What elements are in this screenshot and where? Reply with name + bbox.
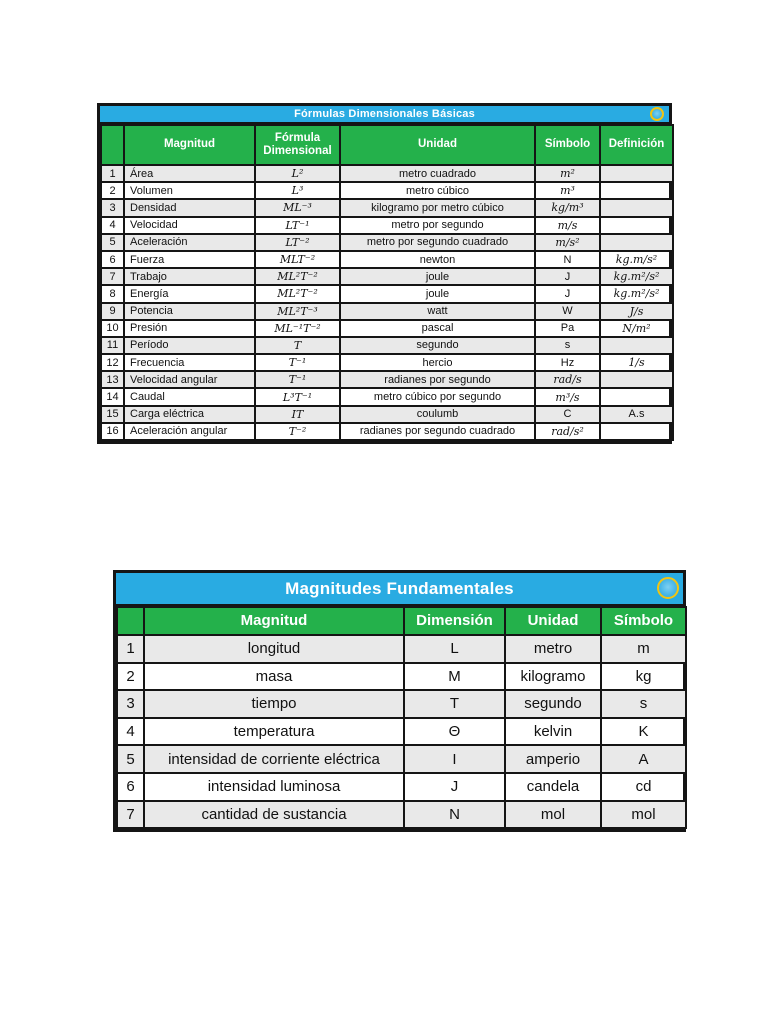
table-row [101,165,673,182]
cell: W [535,303,600,320]
cell: mol [505,801,601,829]
column-header-magnitud: Magnitud [124,125,255,165]
table-row [101,406,673,423]
table-row [117,745,686,773]
column-header-símbolo: Símbolo [601,607,686,635]
cell: 4 [101,217,124,234]
cell: intensidad luminosa [144,773,404,801]
cell: Caudal [124,388,255,405]
table-row [117,690,686,718]
cell: m/s [535,217,600,234]
circular-brand-logo-icon [657,577,679,599]
table-body [101,165,673,440]
cell: segundo [340,337,535,354]
formulas-dimensionales-table-card [97,103,672,444]
cell: 7 [101,268,124,285]
cell: 1 [101,165,124,182]
cell: mol [601,801,686,829]
cell: 6 [101,251,124,268]
cell: 10 [101,320,124,337]
cell: A.s [600,406,673,423]
cell: N [535,251,600,268]
cell: M [404,663,505,691]
cell: J [535,285,600,302]
cell: m² [535,165,600,182]
cell: LT⁻¹ [255,217,340,234]
cell: T⁻¹ [255,371,340,388]
cell: amperio [505,745,601,773]
cell: L³T⁻¹ [255,388,340,405]
table-title-bar [100,106,669,124]
cell: kg.m²/s² [600,285,673,302]
cell: kelvin [505,718,601,746]
cell: metro cuadrado [340,165,535,182]
cell: Aceleración angular [124,423,255,440]
table-row [117,773,686,801]
cell: Presión [124,320,255,337]
cell: joule [340,268,535,285]
cell: 9 [101,303,124,320]
table-row [101,251,673,268]
cell: newton [340,251,535,268]
table-row [117,718,686,746]
cell: Pa [535,320,600,337]
formulas-dimensionales-table [100,124,674,441]
cell: Fuerza [124,251,255,268]
cell: rad/s [535,371,600,388]
cell: 6 [117,773,144,801]
cell: 2 [101,182,124,199]
table-row [117,663,686,691]
magnitudes-fundamentales-table-card [113,570,686,832]
table-title-bar [116,573,683,606]
cell: segundo [505,690,601,718]
column-header-magnitud: Magnitud [144,607,404,635]
cell: rad/s² [535,423,600,440]
cell: m [601,635,686,663]
cell [600,165,673,182]
table-row [101,303,673,320]
cell: kg.m²/s² [600,268,673,285]
cell: LT⁻² [255,234,340,251]
cell: metro por segundo cuadrado [340,234,535,251]
cell: masa [144,663,404,691]
cell: Θ [404,718,505,746]
cell: m/s² [535,234,600,251]
cell: Potencia [124,303,255,320]
table-row [101,217,673,234]
cell: coulumb [340,406,535,423]
cell: kg [601,663,686,691]
cell: 8 [101,285,124,302]
table-row [101,268,673,285]
cell: N [404,801,505,829]
cell [600,199,673,216]
cell: J [404,773,505,801]
cell: metro cúbico por segundo [340,388,535,405]
cell: 14 [101,388,124,405]
cell: intensidad de corriente eléctrica [144,745,404,773]
cell: IT [255,406,340,423]
cell: cd [601,773,686,801]
table-row [117,801,686,829]
table-header [101,125,673,165]
cell: J [535,268,600,285]
cell: cantidad de sustancia [144,801,404,829]
cell: longitud [144,635,404,663]
table-row [101,337,673,354]
cell: 16 [101,423,124,440]
cell: T [255,337,340,354]
cell: metro [505,635,601,663]
cell: C [535,406,600,423]
cell: I [404,745,505,773]
cell: K [601,718,686,746]
cell: radianes por segundo [340,371,535,388]
cell: metro por segundo [340,217,535,234]
cell: tiempo [144,690,404,718]
cell: temperatura [144,718,404,746]
cell [600,217,673,234]
header-row [117,607,686,635]
cell [600,337,673,354]
cell: ML⁻³ [255,199,340,216]
table-row [101,423,673,440]
table-row [101,371,673,388]
cell: 12 [101,354,124,371]
cell: L² [255,165,340,182]
cell: watt [340,303,535,320]
cell: 7 [117,801,144,829]
circular-brand-logo-icon [650,107,664,121]
cell: hercio [340,354,535,371]
cell: kilogramo [505,663,601,691]
column-header-definición: Definición [600,125,673,165]
cell [600,234,673,251]
table-row [101,234,673,251]
cell: Volumen [124,182,255,199]
cell: Aceleración [124,234,255,251]
cell: 11 [101,337,124,354]
magnitudes-fundamentales-table [116,606,687,829]
cell: m³ [535,182,600,199]
column-header-unidad: Unidad [340,125,535,165]
table-row [101,199,673,216]
table-row [101,354,673,371]
cell: ML²T⁻³ [255,303,340,320]
cell [600,371,673,388]
cell: Frecuencia [124,354,255,371]
cell: metro cúbico [340,182,535,199]
cell: kg/m³ [535,199,600,216]
cell: Período [124,337,255,354]
cell: Trabajo [124,268,255,285]
cell: 5 [101,234,124,251]
table-row [101,388,673,405]
cell: ML²T⁻² [255,268,340,285]
table-title: Magnitudes Fundamentales [285,579,514,598]
table-row [101,320,673,337]
cell: Área [124,165,255,182]
cell: kg.m/s² [600,251,673,268]
cell: T⁻² [255,423,340,440]
cell: ML²T⁻² [255,285,340,302]
table-row [101,182,673,199]
cell: 4 [117,718,144,746]
cell: 2 [117,663,144,691]
cell [600,182,673,199]
cell: kilogramo por metro cúbico [340,199,535,216]
cell: joule [340,285,535,302]
table-header [117,607,686,635]
cell: Densidad [124,199,255,216]
column-header-row-number [101,125,124,165]
cell: 1 [117,635,144,663]
cell: pascal [340,320,535,337]
cell: T⁻¹ [255,354,340,371]
cell: 13 [101,371,124,388]
column-header-unidad: Unidad [505,607,601,635]
cell: Energía [124,285,255,302]
cell: L [404,635,505,663]
cell: 1/s [600,354,673,371]
table-title: Fórmulas Dimensionales Básicas [294,108,475,120]
cell: candela [505,773,601,801]
cell: m³/s [535,388,600,405]
column-header-fórmula-dimensional: Fórmula Dimensional [255,125,340,165]
cell: 3 [101,199,124,216]
cell: MLT⁻² [255,251,340,268]
column-header-símbolo: Símbolo [535,125,600,165]
cell: radianes por segundo cuadrado [340,423,535,440]
cell: J/s [600,303,673,320]
cell: T [404,690,505,718]
cell: s [535,337,600,354]
cell: N/m² [600,320,673,337]
cell: 15 [101,406,124,423]
cell: ML⁻¹T⁻² [255,320,340,337]
cell [600,423,673,440]
table-row [101,285,673,302]
cell: Velocidad [124,217,255,234]
table-body [117,635,686,828]
cell: 3 [117,690,144,718]
cell: Velocidad angular [124,371,255,388]
cell: A [601,745,686,773]
table-row [117,635,686,663]
column-header-dimensión: Dimensión [404,607,505,635]
header-row [101,125,673,165]
cell: s [601,690,686,718]
cell: Carga eléctrica [124,406,255,423]
column-header-row-number [117,607,144,635]
cell: 5 [117,745,144,773]
cell: L³ [255,182,340,199]
cell: Hz [535,354,600,371]
cell [600,388,673,405]
